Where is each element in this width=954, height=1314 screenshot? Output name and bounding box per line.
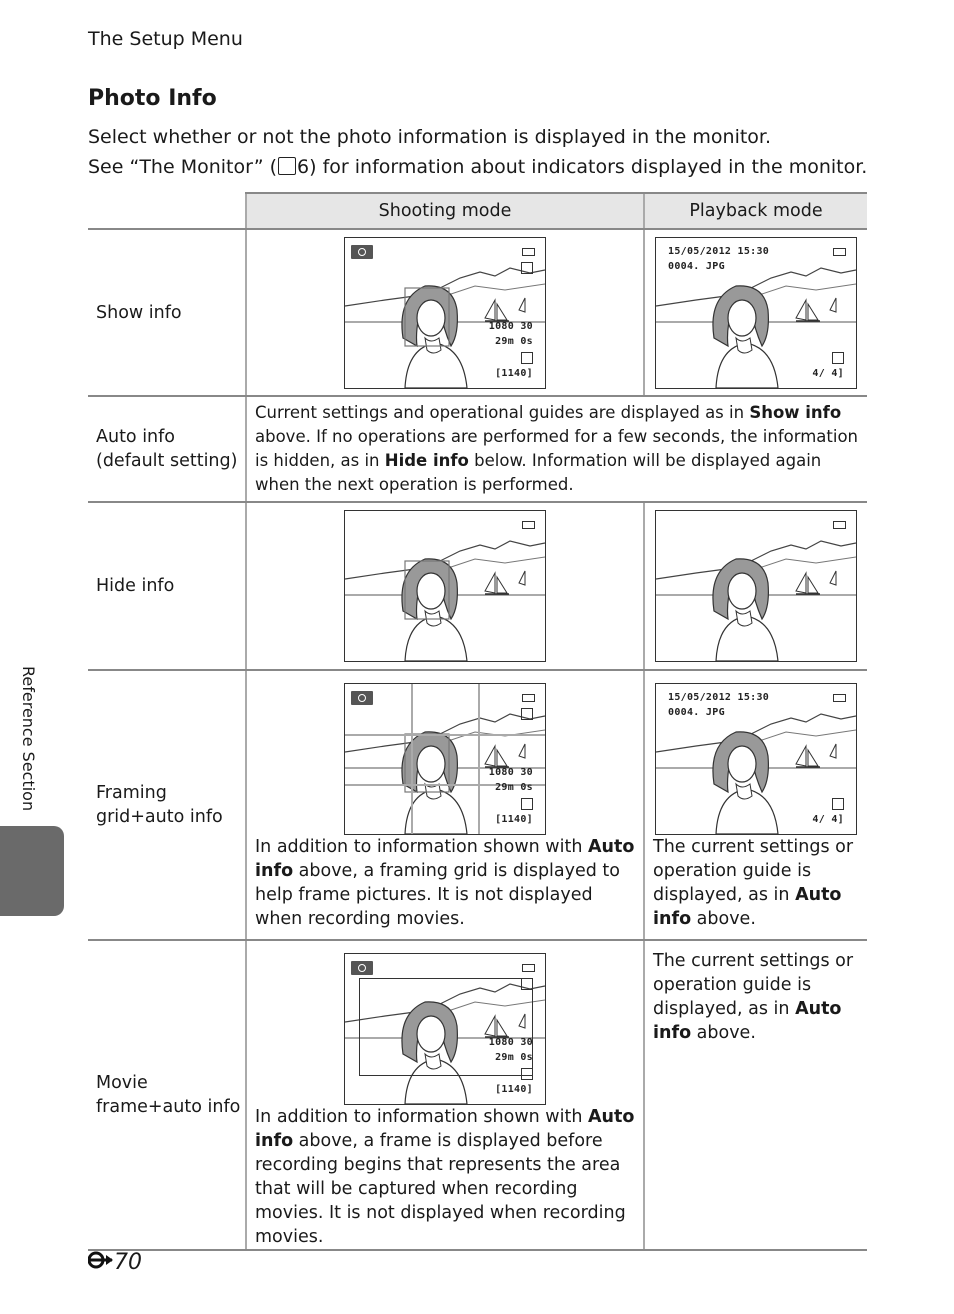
monitor-preview-shooting-grid xyxy=(344,683,546,835)
photo-info-table xyxy=(88,192,867,1251)
row-label-movie-frame xyxy=(88,940,246,1250)
vr-icon xyxy=(521,708,533,720)
shooting-grid-cell xyxy=(246,670,644,940)
monitor-preview-playback-show xyxy=(655,237,857,389)
movie-size-label: 1080 30 xyxy=(488,320,533,332)
playback-filename: 0004. JPG xyxy=(668,260,725,272)
camera-mode-icon xyxy=(351,691,373,705)
camera-mode-icon xyxy=(351,961,373,975)
camera-mode-icon xyxy=(351,245,373,259)
scene-illustration xyxy=(345,511,545,661)
image-size-icon xyxy=(832,352,844,364)
exposures-remaining: [1140] xyxy=(495,367,533,379)
battery-icon xyxy=(522,964,535,972)
intro-line-2-pre: See “The Monitor” ( xyxy=(88,156,278,178)
playback-screen-cell xyxy=(644,502,867,670)
battery-icon xyxy=(833,248,846,256)
monitor-preview-shooting-show xyxy=(344,237,546,389)
intro-text xyxy=(88,122,867,182)
row-label-line-2: frame+auto info xyxy=(96,1097,241,1117)
remaining-time: 29m 0s xyxy=(495,782,533,793)
monitor-preview-shooting-movie xyxy=(344,953,546,1105)
movie-frame-playback-description: The current settings or operation guide is displayed, as in Auto info above. xyxy=(653,951,854,1043)
framing-grid-line xyxy=(411,684,413,834)
playback-movie-cell xyxy=(644,940,867,1250)
battery-icon xyxy=(833,521,846,529)
row-label-show-info: Show info xyxy=(88,229,246,396)
table-corner xyxy=(88,193,246,229)
battery-icon xyxy=(522,694,535,702)
battery-icon xyxy=(522,248,535,256)
movie-size-label: 1080 30 xyxy=(488,767,533,778)
table-row-movie-frame xyxy=(88,940,867,1250)
auto-info-description: Current settings and operational guides are displayed as in Show info above. If no operations are performed for a few seconds, the information is hidden, as in Hide info below. Information will be displayed again when the next operation is performed. xyxy=(246,396,867,502)
playback-counter: 4/ 4] xyxy=(812,367,844,379)
monitor-preview-playback-hide xyxy=(655,510,857,662)
e-reference-icon xyxy=(88,1250,114,1275)
row-label-hide-info: Hide info xyxy=(88,502,246,670)
row-label-framing-grid xyxy=(88,670,246,940)
battery-icon xyxy=(522,521,535,529)
framing-grid-line xyxy=(478,684,480,834)
row-label-auto-info xyxy=(88,396,246,502)
table-row-show-info xyxy=(88,229,867,396)
movie-frame-description: In addition to information shown with Auto info above, a frame is displayed before recording begins that represents the area that will be captured when recording movies. It is not displayed when recording movies. xyxy=(255,1107,635,1247)
remaining-time: 29m 0s xyxy=(495,335,533,347)
movie-size-label: 1080 30 xyxy=(488,1037,533,1048)
section-tab xyxy=(0,826,64,916)
image-size-icon xyxy=(521,352,533,364)
remaining-time: 29m 0s xyxy=(495,1052,533,1063)
framing-grid-description: In addition to information shown with Auto info above, a framing grid is displayed to help frame pictures. It is not displayed when recording movies. xyxy=(255,837,635,929)
intro-ref-page: 6 xyxy=(297,156,310,178)
exposures-remaining: [1140] xyxy=(495,814,533,825)
table-row-hide-info xyxy=(88,502,867,670)
page-number: 70 xyxy=(88,1250,142,1275)
shooting-screen-cell xyxy=(246,502,644,670)
intro-line-1: Select whether or not the photo information is displayed in the monitor. xyxy=(88,126,772,148)
image-size-icon xyxy=(521,798,533,810)
shooting-movie-cell xyxy=(246,940,644,1250)
playback-filename: 0004. JPG xyxy=(668,707,725,718)
vr-icon xyxy=(521,978,533,990)
monitor-preview-shooting-hide xyxy=(344,510,546,662)
row-label-line-1: Framing xyxy=(96,783,167,803)
shooting-screen-cell xyxy=(246,229,644,396)
table-row-framing-grid xyxy=(88,670,867,940)
image-size-icon xyxy=(832,798,844,810)
image-size-icon xyxy=(521,1068,533,1080)
book-icon xyxy=(278,157,296,175)
exposures-remaining: [1140] xyxy=(495,1084,533,1095)
row-label-line-1: Auto info xyxy=(96,427,176,447)
col-header-playback: Playback mode xyxy=(644,193,867,229)
running-header: The Setup Menu xyxy=(88,28,243,50)
playback-counter: 4/ 4] xyxy=(812,814,844,825)
scene-illustration xyxy=(345,238,545,388)
table-row-auto-info xyxy=(88,396,867,502)
vr-icon xyxy=(521,262,533,274)
col-header-shooting: Shooting mode xyxy=(246,193,644,229)
side-section-label: Reference Section xyxy=(19,666,38,812)
framing-grid-line xyxy=(345,734,545,736)
intro-line-2-post: ) for information about indicators displayed in the monitor. xyxy=(309,156,868,178)
framing-grid-playback-description: The current settings or operation guide is displayed, as in Auto info above. xyxy=(653,837,854,929)
scene-illustration xyxy=(656,511,856,661)
monitor-preview-playback-grid xyxy=(655,683,857,835)
section-title: Photo Info xyxy=(88,86,217,111)
scene-illustration xyxy=(345,684,545,834)
intro-line-2 xyxy=(88,152,867,182)
playback-grid-cell xyxy=(644,670,867,940)
battery-icon xyxy=(833,694,846,702)
row-label-line-2: grid+auto info xyxy=(96,807,223,827)
row-label-line-2: (default setting) xyxy=(96,451,238,471)
row-label-line-1: Movie xyxy=(96,1073,148,1093)
playback-date: 15/05/2012 15:30 xyxy=(668,245,770,257)
playback-date: 15/05/2012 15:30 xyxy=(668,692,770,703)
playback-screen-cell xyxy=(644,229,867,396)
